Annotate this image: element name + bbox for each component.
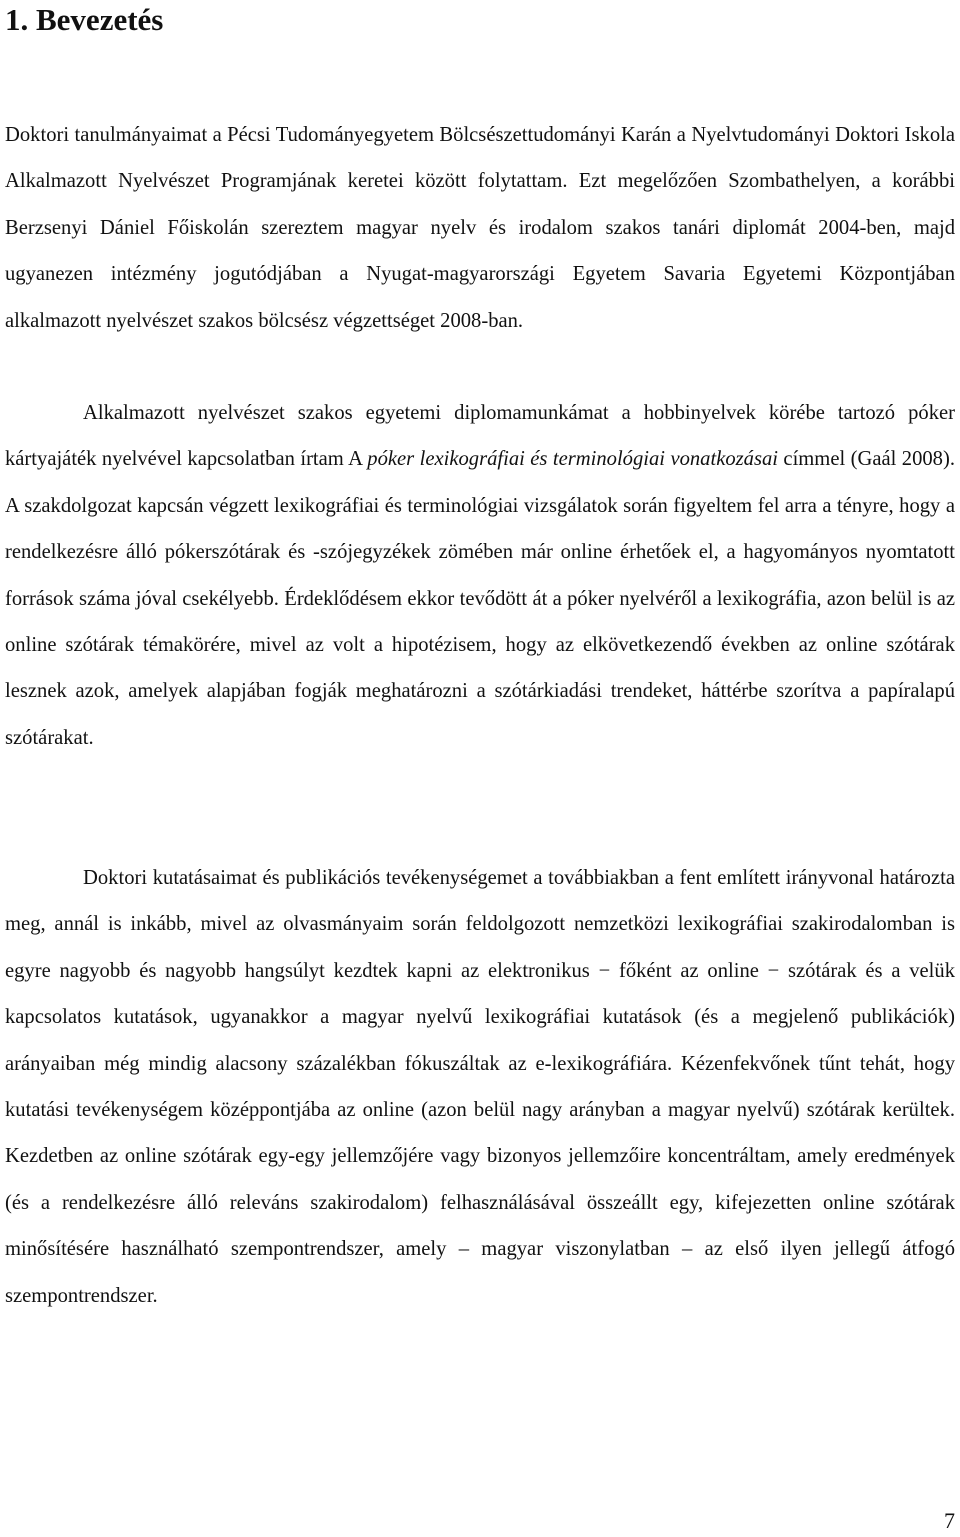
page-number: 7 [944, 1508, 955, 1533]
paragraph-2-text-start: Alkalmazott nyelvészet szakos egyetemi diplomamunkámat a hobbinyelvek körébe tartozó póker kártyajáték nyelvével kapcsolatban írtam A [5, 402, 955, 471]
chapter-heading: 1. Bevezetés [5, 2, 164, 37]
thesis-title: póker lexikográfiai és terminológiai vonatkozásai [367, 448, 778, 471]
paragraph-2 [5, 390, 955, 761]
paragraph-2-text-end: címmel (Gaál 2008). A szakdolgozat kapcsán végzett lexikográfiai és terminológiai vizsgálatok során figyeltem fel arra a tényre, hogy a rendelkezésre álló pókerszótárak és -szójegyzékek zömében már online érhetőek el, a hagyományos nyomtatott források száma jóval csekélyebb. Érdeklődésem ekkor tevődött át a póker nyelvéről a lexikográfia, azon belül is az online szótárak témakörére, mivel az volt a hipotézisem, hogy az elkövetkezendő években az online szótárak lesznek azok, amelyek alapjában fogják meghatározni a szótárkiadási trendeket, háttérbe szorítva a papíralapú szótárakat. [5, 448, 955, 749]
paragraph-1: Doktori tanulmányaimat a Pécsi Tudományegyetem Bölcsészettudományi Karán a Nyelvtudományi Doktori Iskola Alkalmazott Nyelvészet Programjának keretei között folytattam. Ezt megelőzően Szombathelyen, a korábbi Berzsenyi Dániel Főiskolán szereztem magyar nyelv és irodalom szakos tanári diplomát 2004-ben, majd ugyanezen intézmény jogutódjában a Nyugat-magyarországi Egyetem Savaria Egyetemi Központjában alkalmazott nyelvészet szakos bölcsész végzettséget 2008-ban. [5, 124, 955, 332]
paragraph-3: Doktori kutatásaimat és publikációs tevékenységemet a továbbiakban a fent említett irányvonal határozta meg, annál is inkább, mivel az olvasmányaim során feldolgozott nemzetközi lexikográfiai szakirodalomban is egyre nagyobb és nagyobb hangsúlyt kezdtek kapni az elektronikus − főként az online − szótárak és a velük kapcsolatos kutatások, ugyanakkor a magyar nyelvű lexikográfiai kutatások (és a megjelenő publikációk) arányaiban még mindig alacsony százalékban fókuszáltak az e-lexikográfiára. Kézenfekvőnek tűnt tehát, hogy kutatási tevékenységem középpontjába az online (azon belül nagy arányban a magyar nyelvű) szótárak kerültek. Kezdetben az online szótárak egy-egy jellemzőjére vagy bizonyos jellemzőire koncentráltam, amely eredmények (és a rendelkezésre álló releváns szakirodalom) felhasználásával összeállt egy, kifejezetten online szótárak minősítésére használható szempontrendszer, amely – magyar viszonylatban – az első ilyen jellegű átfogó szempontrendszer. [5, 867, 955, 1307]
